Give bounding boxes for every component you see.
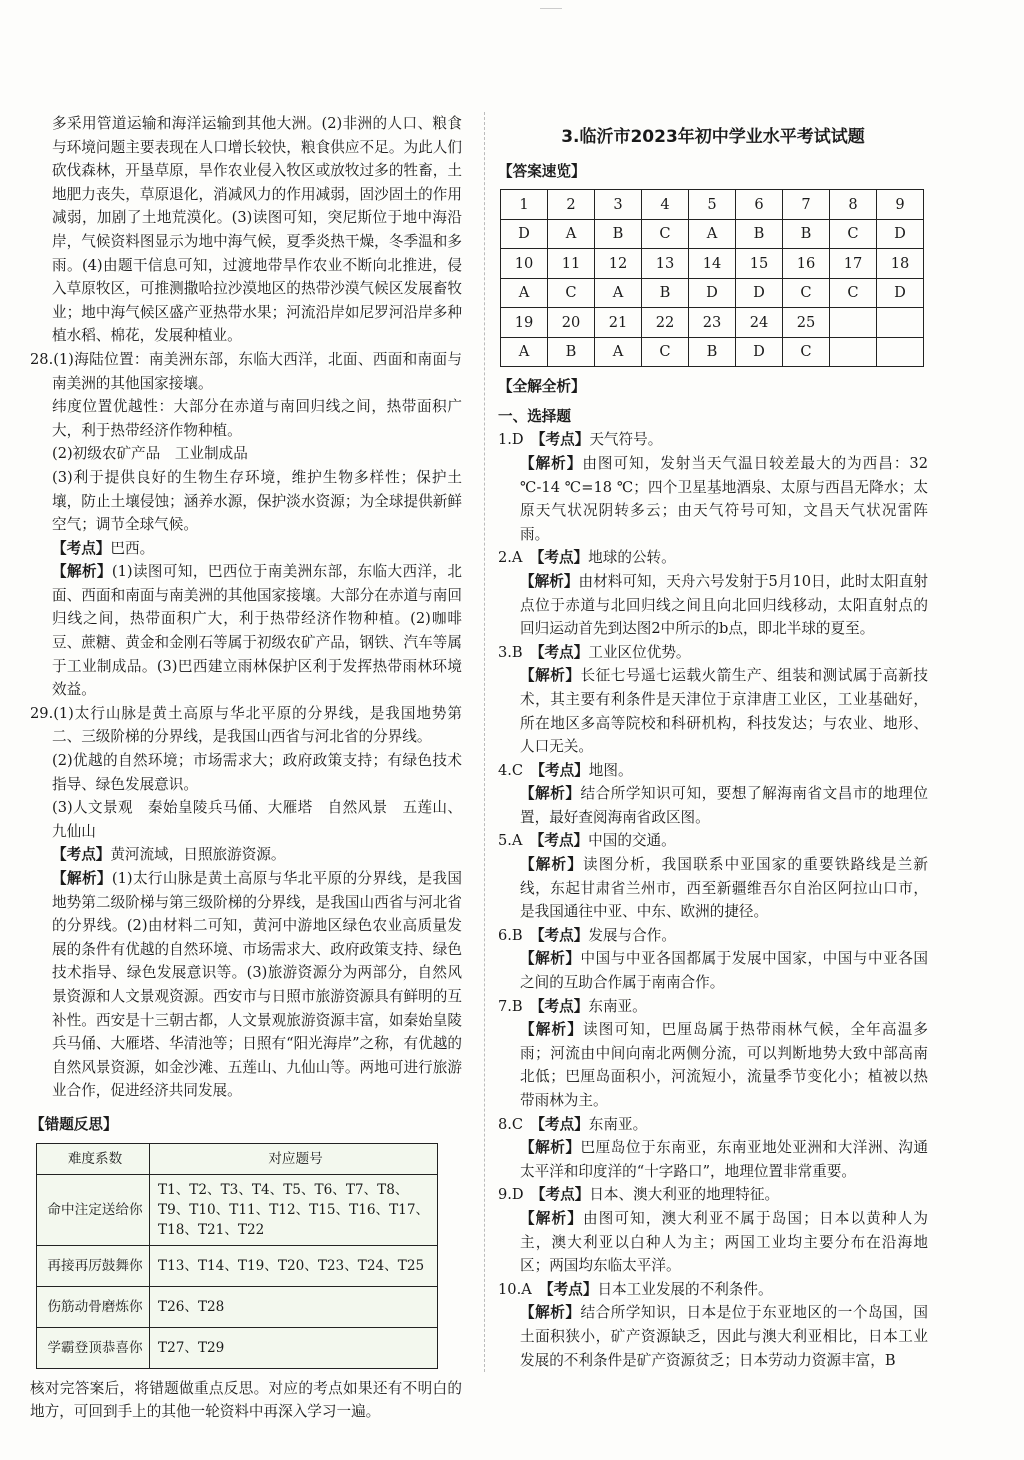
item-jiexi <box>498 570 928 641</box>
item-jiexi <box>498 782 928 829</box>
answer-grid-row <box>501 219 924 249</box>
answer-letter-cell <box>830 337 877 367</box>
item-answer: 7.B <box>498 997 523 1015</box>
question-list: T26、T28 <box>150 1286 438 1327</box>
answer-letter-cell: D <box>877 278 924 308</box>
answer-letter-cell: B <box>736 219 783 249</box>
kaodian-text: 东南亚。 <box>588 997 647 1015</box>
question-number-cell: 7 <box>783 190 830 220</box>
item-heading <box>498 759 928 783</box>
jiexi-text: 结合所学知识，日本是位于东亚地区的一个岛国，国土面积狭小，矿产资源缺乏，因此与澳大利亚相比，日本工业发展的不利条件是矿产资源贫乏；日本劳动力资源丰富，B <box>520 1304 928 1369</box>
reflection-title: 【错题反思】 <box>30 1115 118 1133</box>
kaodian-text: 日本、澳大利亚的地理特征。 <box>589 1186 780 1204</box>
kaodian-label: 【考点】 <box>52 846 111 864</box>
item-heading <box>498 1113 928 1137</box>
item-answer: 10.A <box>498 1280 532 1298</box>
answer-letter-cell: D <box>501 219 548 249</box>
jiexi-text: 读图可知，巴厘岛属于热带雨林气候，全年高温多雨；河流由中间向南北两侧分流，可以判断地势大致中部高南北低；巴厘岛面积小，河流短小，流量季节变化小；植被以热带雨林为主。 <box>520 1021 928 1109</box>
full-analysis-title: 【全解全析】 <box>498 378 586 396</box>
difficulty-level: 学霸登顶恭喜你 <box>37 1327 150 1368</box>
answer-grid-row <box>501 249 924 279</box>
question-number-cell: 17 <box>830 249 877 279</box>
item-answer: 4.C <box>498 761 524 779</box>
right-column <box>498 112 928 1372</box>
question-number-cell: 19 <box>501 308 548 338</box>
difficulty-level: 再接再厉鼓舞你 <box>37 1245 150 1286</box>
item-heading <box>498 924 928 948</box>
q28-answer-4: (3)利于提供良好的生物生存环境，维护生物多样性；保护土壤，防止土壤侵蚀；涵养水源，保护淡水资源；为全球提供新鲜空气；调节全球气候。 <box>52 468 462 534</box>
q28-answer-1: 28.(1)海陆位置：南美洲东部，东临大西洋，北面、西面和南面与南美洲的其他国家接壤。 <box>30 350 462 392</box>
answer-grid <box>500 189 924 367</box>
question-number-cell: 14 <box>689 249 736 279</box>
question-number-cell: 12 <box>595 249 642 279</box>
question-number-cell: 11 <box>548 249 595 279</box>
jiexi-text: 长征七号遥七运载火箭生产、组装和测试属于高新技术，其主要有利条件是天津位于京津唐工业区，工业基础好，所在地区多高等院校和科研机构，科技发达；与农业、地形、人口无关。 <box>520 667 928 756</box>
left-column <box>30 112 462 1424</box>
answer-grid-row <box>501 190 924 220</box>
question-list: T1、T2、T3、T4、T5、T6、T7、T8、T9、T10、T11、T12、T15、T16、T17、T18、T21、T22 <box>150 1174 438 1245</box>
reflection-header-row <box>37 1143 438 1174</box>
jiexi-text: 由图可知，发射当天气温日较差最大的为西昌：32 ℃-14 ℃=18 ℃；四个卫星基地酒泉、太原与西昌无降水；太原天气状况阴转多云；由天气符号可知，文昌天气状况雷阵雨。 <box>520 454 928 543</box>
q28-answer-3: (2)初级农矿产品 工业制成品 <box>52 445 248 463</box>
item-heading <box>498 546 928 570</box>
question-number-cell: 4 <box>642 190 689 220</box>
question-number-cell: 9 <box>877 190 924 220</box>
item-answer: 2.A <box>498 549 523 567</box>
question-list: T13、T14、T19、T20、T23、T24、T25 <box>150 1245 438 1286</box>
q29-kaodian <box>30 843 462 867</box>
kaodian-label: 【考点】 <box>537 643 589 661</box>
table-row <box>37 1327 438 1368</box>
jiexi-text: (1)太行山脉是黄土高原与华北平原的分界线，是我国地势第二级阶梯与第三级阶梯的分界线，是我国山西省与河北省的分界线。(2)由材料二可知，黄河中游地区绿色农业高质量发展的条件有优越的自然环境、市场需求大、政府政策支持、绿色技术指导、绿色发展意识等。(3)旅游资源分为两部分，自然风景资源和人文景观资源。西安市与日照市旅游资源具有鲜明的互补性。西安是十三朝古都，人文景观旅游资源丰富，如秦始皇陵兵马俑、大雁塔、华清池等；日照有“阳光海岸”之称，有优越的自然风景资源，如金沙滩、五莲山、九仙山等。两地可进行旅游业合作，促进经济共同发展。 <box>52 870 462 1100</box>
answer-letter-cell: B <box>595 219 642 249</box>
jiexi-text: 由材料可知，天舟六号发射于5月10日，此时太阳直射点位于赤道与北回归线之间且向北回归线移动，太阳直射点的回归运动首先到达图2中所示的b点，即北半球的夏至。 <box>520 572 928 638</box>
question-number-cell: 20 <box>548 308 595 338</box>
answer-letter-cell: B <box>642 278 689 308</box>
kaodian-label: 【考点】 <box>537 997 589 1015</box>
kaodian-label: 【考点】 <box>538 431 590 449</box>
answer-letter-cell: B <box>689 337 736 367</box>
kaodian-label: 【考点】 <box>537 1115 589 1133</box>
question-number-cell: 13 <box>642 249 689 279</box>
question-number-cell <box>830 308 877 338</box>
kaodian-label: 【考点】 <box>537 926 589 944</box>
item-answer: 9.D <box>498 1186 524 1204</box>
jiexi-label: 【解析】 <box>520 454 583 472</box>
question-number-cell: 2 <box>548 190 595 220</box>
question-number-cell: 25 <box>783 308 830 338</box>
difficulty-level: 命中注定送给你 <box>37 1174 150 1245</box>
item-jiexi <box>498 947 928 994</box>
answer-letter-cell: C <box>642 219 689 249</box>
header-difficulty: 难度系数 <box>37 1143 150 1174</box>
kaodian-label: 【考点】 <box>52 539 111 557</box>
column-divider <box>484 112 485 1372</box>
reflection-note: 核对完答案后，将错题做重点反思。对应的考点如果还有不明白的地方，可回到手上的其他一轮资料中再深入学习一遍。 <box>30 1379 462 1421</box>
table-row <box>37 1245 438 1286</box>
answer-letter-cell: C <box>830 219 877 249</box>
answer-letter-cell <box>877 337 924 367</box>
item-heading <box>498 1183 928 1207</box>
item-jiexi <box>498 664 928 758</box>
q29-answer-1: 29.(1)太行山脉是黄土高原与华北平原的分界线，是我国地势第二、三级阶梯的分界线，是我国山西省与河北省的分界线。 <box>30 704 462 746</box>
quick-answer-title: 【答案速览】 <box>498 162 586 180</box>
jiexi-text: 结合所学知识可知，要想了解海南省文昌市的地理位置，最好查阅海南省政区图。 <box>520 785 928 826</box>
question-number-cell: 23 <box>689 308 736 338</box>
answer-letter-cell: C <box>548 278 595 308</box>
answer-letter-cell: C <box>642 337 689 367</box>
item-heading <box>498 1278 928 1302</box>
q29-answer-2: (2)优越的自然环境；市场需求大；政府政策支持；有绿色技术指导、绿色发展意识。 <box>52 752 462 793</box>
question-number-cell: 1 <box>501 190 548 220</box>
answer-letter-cell: D <box>689 278 736 308</box>
jiexi-label: 【解析】 <box>520 785 581 803</box>
exam-title: 3.临沂市2023年初中学业水平考试试题 <box>561 127 865 147</box>
kaodian-label: 【考点】 <box>537 549 589 567</box>
item-jiexi <box>498 1136 928 1183</box>
question-list: T27、T29 <box>150 1327 438 1368</box>
item-heading <box>498 995 928 1019</box>
kaodian-text: 地球的公转。 <box>588 549 676 567</box>
question-number-cell: 15 <box>736 249 783 279</box>
jiexi-text: 中国与中亚各国都属于发展中国家，中国与中亚各国之间的互助合作属于南南合作。 <box>520 950 928 992</box>
analysis-items <box>498 428 928 1372</box>
table-row <box>37 1174 438 1245</box>
answer-letter-cell: D <box>736 278 783 308</box>
item-jiexi <box>498 1207 928 1278</box>
header-questions: 对应题号 <box>150 1143 438 1174</box>
answer-grid-row <box>501 337 924 367</box>
answer-letter-cell: C <box>783 337 830 367</box>
question-number-cell: 18 <box>877 249 924 279</box>
answer-27-continued: 多采用管道运输和海洋运输到其他大洲。(2)非洲的人口、粮食与环境问题主要表现在人口增长较快，粮食供应不足。为此人们砍伐森林，开垦草原，旱作农业侵入牧区或放牧过多的牲畜，土地肥力丧失，草原退化，消减风力的作用减弱，固沙固土的作用减弱，加剧了土地荒漠化。(3)读图可知，突尼斯位于地中海沿岸，气候资料图显示为地中海气候，夏季炎热干燥，冬季温和多雨。(4)由题干信息可知，过渡地带旱作农业不断向北推进，侵入草原牧区，可推测撒哈拉沙漠地区的热带沙漠气候区发展畜牧业；地中海气候区盛产亚热带水果；河流沿岸如尼罗河沿岸多种植水稻、棉花，发展种植业。 <box>52 115 462 345</box>
item-answer: 5.A <box>498 832 523 850</box>
kaodian-text: 天气符号。 <box>589 431 663 449</box>
item-heading <box>498 428 928 452</box>
question-number-cell: 21 <box>595 308 642 338</box>
jiexi-text: 由图可知，澳大利亚不属于岛国；日本以黄种人为主，澳大利亚以白种人为主；两国工业均主要分布在沿海地区；两国均东临太平洋。 <box>520 1209 928 1275</box>
jiexi-label: 【解析】 <box>520 950 581 968</box>
answer-letter-cell: B <box>783 219 830 249</box>
jiexi-label: 【解析】 <box>520 1021 583 1039</box>
answer-letter-cell: A <box>548 219 595 249</box>
answer-letter-cell: A <box>501 337 548 367</box>
kaodian-label: 【考点】 <box>538 1186 590 1204</box>
jiexi-label: 【解析】 <box>520 1139 581 1157</box>
jiexi-label: 【解析】 <box>52 870 112 887</box>
jiexi-label: 【解析】 <box>520 856 583 874</box>
kaodian-label: 【考点】 <box>537 761 589 779</box>
jiexi-label: 【解析】 <box>520 1304 581 1322</box>
item-answer: 1.D <box>498 431 524 449</box>
question-number-cell <box>877 308 924 338</box>
answer-letter-cell: D <box>877 219 924 249</box>
answer-letter-cell: D <box>736 337 783 367</box>
q28-kaodian <box>30 537 462 561</box>
q29-answer-3: (3)人文景观 秦始皇陵兵马俑、大雁塔 自然风景 五莲山、九仙山 <box>52 799 462 840</box>
item-heading <box>498 641 928 665</box>
item-answer: 6.B <box>498 926 523 944</box>
item-jiexi <box>498 1018 928 1112</box>
jiexi-label: 【解析】 <box>520 667 581 685</box>
answer-letter-cell: C <box>783 278 830 308</box>
kaodian-text: 发展与合作。 <box>588 926 676 944</box>
jiexi-text: (1)读图可知，巴西位于南美洲东部，东临大西洋，北面、西面和南面与南美洲的其他国家接壤。大部分在赤道与南回归线之间，热带面积广大，利于热带经济作物种植。(2)咖啡豆、蔗糖、黄金和金刚石等属于初级农矿产品，钢铁、汽车等属于工业制成品。(3)巴西建立雨林保护区利于发挥热带雨林环境效益。 <box>52 563 462 699</box>
item-answer: 8.C <box>498 1115 524 1133</box>
jiexi-text: 读图分析，我国联系中亚国家的重要铁路线是兰新线，东起甘肃省兰州市，西至新疆维吾尔自治区阿拉山口市，是我国通往中亚、中东、欧洲的捷径。 <box>520 856 928 921</box>
answer-letter-cell: A <box>595 278 642 308</box>
kaodian-text: 日本工业发展的不利条件。 <box>597 1280 773 1298</box>
answer-letter-cell: C <box>830 278 877 308</box>
answer-grid-row <box>501 278 924 308</box>
kaodian-text: 中国的交通。 <box>588 832 676 850</box>
answer-letter-cell: A <box>689 219 736 249</box>
kaodian-text: 黄河流域，日照旅游资源。 <box>110 846 286 864</box>
crop-mark <box>540 8 562 9</box>
question-number-cell: 5 <box>689 190 736 220</box>
item-jiexi <box>498 853 928 924</box>
q28-jiexi <box>30 560 462 702</box>
q29-jiexi <box>30 867 462 1103</box>
jiexi-label: 【解析】 <box>520 572 579 590</box>
jiexi-label: 【解析】 <box>520 1209 583 1227</box>
kaodian-label: 【考点】 <box>537 832 589 850</box>
item-answer: 3.B <box>498 643 523 661</box>
kaodian-label: 【考点】 <box>546 1280 598 1298</box>
question-number-cell: 8 <box>830 190 877 220</box>
answer-grid-row <box>501 308 924 338</box>
item-jiexi <box>498 452 928 546</box>
kaodian-text: 地图。 <box>588 761 633 779</box>
table-row <box>37 1286 438 1327</box>
answer-letter-cell: A <box>501 278 548 308</box>
jiexi-text: 巴厘岛位于东南亚，东南亚地处亚洲和大洋洲、沟通太平洋和印度洋的“十字路口”，地理位置非常重要。 <box>520 1139 928 1180</box>
kaodian-text: 巴西。 <box>110 539 155 557</box>
item-jiexi <box>498 1301 928 1372</box>
difficulty-level: 伤筋动骨磨炼你 <box>37 1286 150 1327</box>
kaodian-text: 工业区位优势。 <box>588 643 691 661</box>
section-choice-title: 一、选择题 <box>498 407 571 425</box>
reflection-table <box>36 1143 438 1369</box>
jiexi-label: 【解析】 <box>52 563 112 581</box>
answer-letter-cell: B <box>548 337 595 367</box>
question-number-cell: 6 <box>736 190 783 220</box>
kaodian-text: 东南亚。 <box>588 1115 648 1133</box>
question-number-cell: 24 <box>736 308 783 338</box>
question-number-cell: 16 <box>783 249 830 279</box>
answer-letter-cell: A <box>595 337 642 367</box>
question-number-cell: 3 <box>595 190 642 220</box>
q28-answer-2: 纬度位置优越性：大部分在赤道与南回归线之间，热带面积广大，利于热带经济作物种植。 <box>52 398 462 439</box>
question-number-cell: 22 <box>642 308 689 338</box>
question-number-cell: 10 <box>501 249 548 279</box>
item-heading <box>498 829 928 853</box>
